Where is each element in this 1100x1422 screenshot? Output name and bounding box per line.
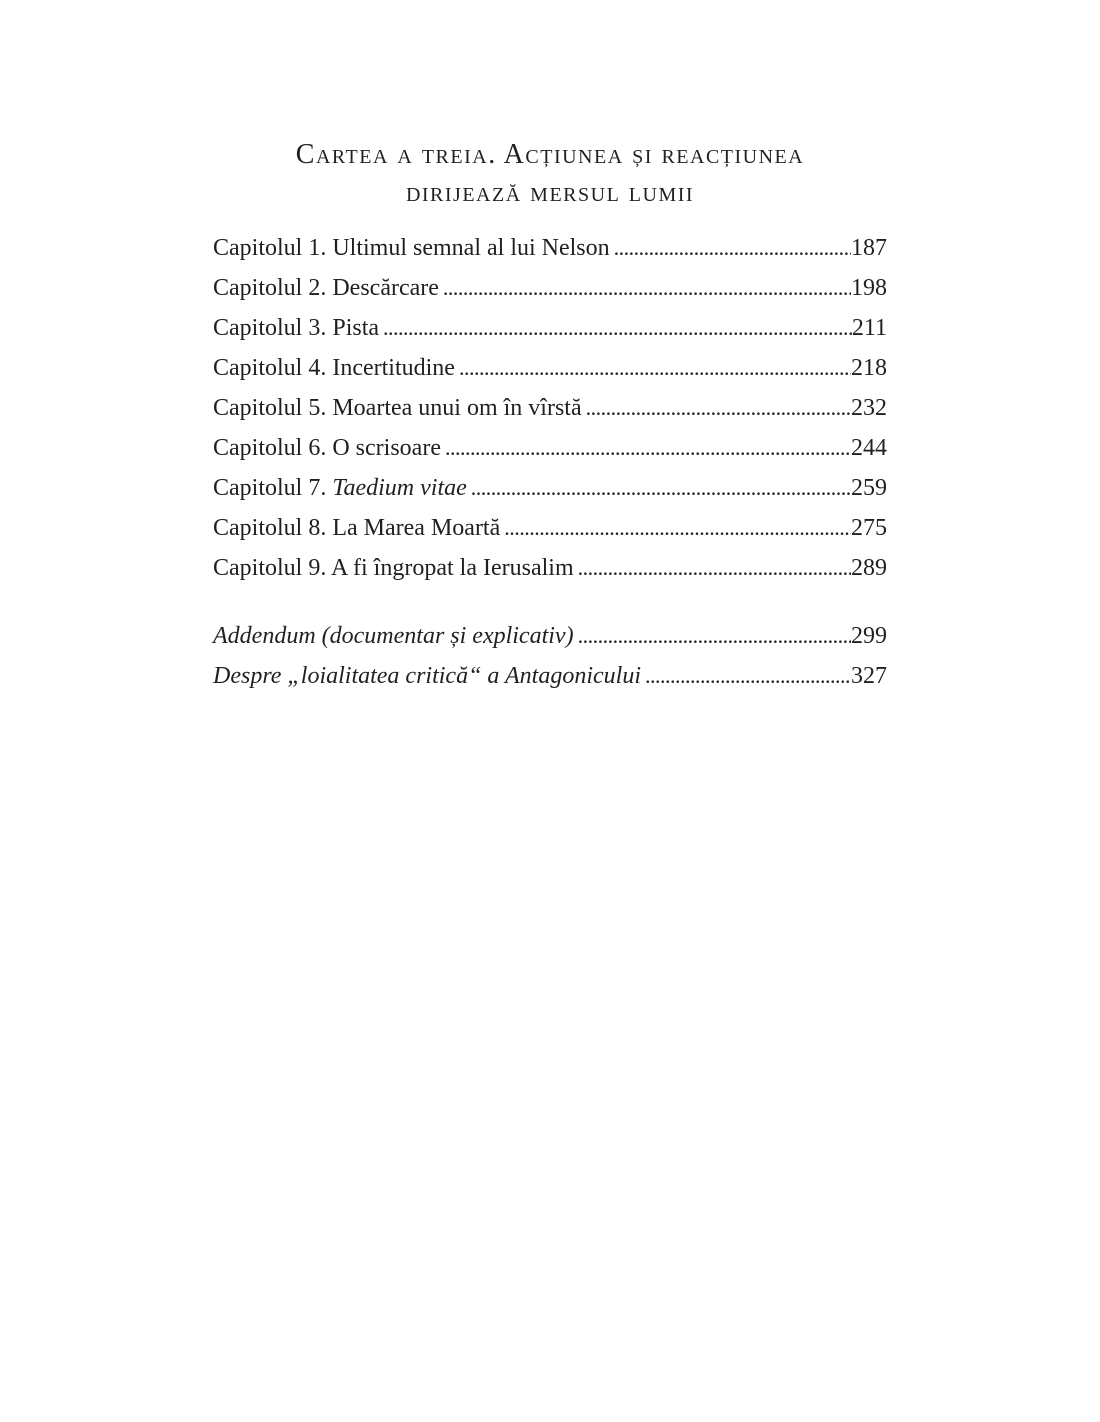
chapter-number: Capitolul 6. [213, 435, 333, 461]
chapter-number: Capitolul 1. [213, 235, 333, 261]
chapter-number: Capitolul 9. [213, 555, 332, 581]
toc-entry[interactable] [213, 268, 887, 308]
chapter-title: La Marea Moartă [332, 515, 501, 541]
page-number: 259 [851, 475, 887, 501]
toc-entry-label [213, 268, 443, 308]
toc-entry-label [213, 508, 504, 548]
toc-entry[interactable] [213, 228, 887, 268]
page-number: 218 [851, 355, 887, 381]
chapter-number: Capitolul 8. [213, 515, 333, 541]
chapter-title: Incertitudine [332, 355, 455, 381]
page-number: 299 [851, 623, 887, 649]
toc-entry[interactable] [213, 468, 887, 508]
dot-leader [504, 508, 851, 548]
page-number: 327 [851, 663, 887, 689]
toc-entry-label [213, 548, 578, 588]
chapter-title: Taedium vitae [332, 475, 467, 501]
appendix-list [213, 616, 887, 696]
appendix-title: Addendum (documentar și explicativ) [213, 623, 574, 649]
dot-leader [614, 228, 851, 268]
toc-entry[interactable] [213, 548, 887, 588]
toc-entry[interactable] [213, 388, 887, 428]
chapter-title: Descărcare [332, 275, 439, 301]
dot-leader [586, 388, 851, 428]
toc-entry-label [213, 308, 383, 348]
toc-entry-appendix[interactable] [213, 616, 887, 656]
dot-leader [578, 616, 851, 656]
dot-leader [459, 348, 851, 388]
dot-leader [471, 468, 851, 508]
page-number: 187 [851, 235, 887, 261]
section-title [213, 136, 887, 212]
toc-entry-label [213, 348, 459, 388]
chapter-number: Capitolul 7. [213, 475, 333, 501]
toc-entry-label [213, 388, 586, 428]
toc-entry[interactable] [213, 348, 887, 388]
toc-entry-appendix[interactable] [213, 656, 887, 696]
toc-entry-label [213, 428, 445, 468]
page-number: 275 [851, 515, 887, 541]
chapter-title: Moartea unui om în vîrstă [332, 395, 582, 421]
toc-entry-label [213, 468, 471, 508]
chapter-title: A fi îngropat la Ierusalim [331, 555, 574, 581]
page-number: 232 [851, 395, 887, 421]
page-number: 198 [851, 275, 887, 301]
toc-entry[interactable] [213, 508, 887, 548]
dot-leader [645, 656, 851, 696]
chapter-title: O scrisoare [332, 435, 441, 461]
chapter-list [213, 228, 887, 588]
chapter-number: Capitolul 5. [213, 395, 333, 421]
section-title-line-2: dirijează mersul lumii [405, 177, 695, 208]
page-number: 289 [851, 555, 887, 581]
chapter-title: Pista [332, 315, 380, 341]
page-number: 211 [851, 315, 887, 341]
dot-leader [383, 308, 852, 348]
dot-leader [445, 428, 851, 468]
dot-leader [443, 268, 851, 308]
page-number: 244 [851, 435, 887, 461]
toc-entry[interactable] [213, 428, 887, 468]
chapter-number: Capitolul 4. [213, 355, 333, 381]
section-title-line-1: Cartea a treia. Acțiunea și reacțiunea [295, 139, 805, 170]
chapter-number: Capitolul 3. [213, 315, 333, 341]
dot-leader [578, 548, 851, 588]
appendix-title: Despre „loialitatea critică“ a Antagonicului [213, 663, 641, 689]
chapter-number: Capitolul 2. [213, 275, 333, 301]
chapter-title: Ultimul semnal al lui Nelson [332, 235, 610, 261]
toc-entry-label [213, 228, 614, 268]
toc-entry[interactable] [213, 308, 887, 348]
